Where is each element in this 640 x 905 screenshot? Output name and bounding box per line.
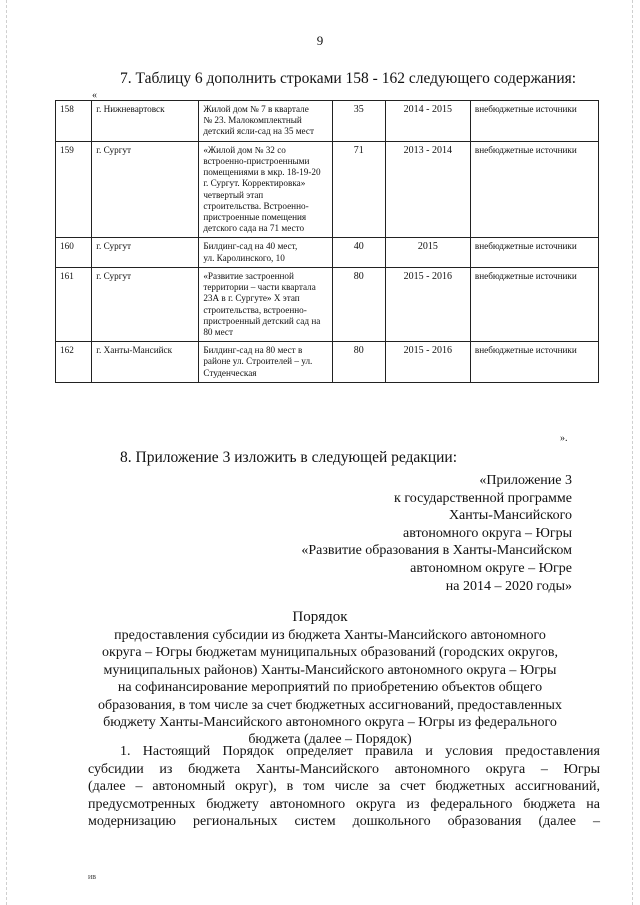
capacity-value: 40 bbox=[353, 241, 364, 253]
years-value: 2013 - 2014 bbox=[403, 144, 453, 156]
row-number: 159 bbox=[56, 141, 92, 238]
table-row bbox=[56, 342, 599, 383]
table-row bbox=[56, 238, 599, 267]
row-number: 158 bbox=[56, 101, 92, 142]
order-title: Порядок bbox=[292, 609, 348, 625]
capacity-value: 35 bbox=[353, 104, 364, 115]
row-number: 160 bbox=[56, 238, 92, 267]
object-line: «Жилой дом № 32 со bbox=[203, 144, 286, 155]
object-cell bbox=[199, 101, 332, 142]
object-line: детский ясли-сад на 35 мест bbox=[203, 126, 314, 137]
object-line: районе ул. Строителей – ул. bbox=[203, 356, 313, 367]
opening-quote-mark: « bbox=[92, 90, 97, 101]
object-line: встроенно-пристроенными bbox=[203, 155, 310, 166]
subtitle-line: образования, в том числе за счет бюджетных ассигнований, предоставленных bbox=[98, 697, 562, 713]
item-8-heading: 8. Приложение 3 изложить в следующей редакции: bbox=[120, 449, 458, 466]
table-row bbox=[56, 267, 599, 341]
funding-source-cell: внебюджетные источники bbox=[470, 342, 598, 383]
table-row bbox=[56, 141, 599, 238]
paragraph-line: (далее – автономный округ), в том числе за счет бюджетных ассигнований, bbox=[88, 779, 600, 794]
funding-source-cell: внебюджетные источники bbox=[470, 267, 598, 341]
paragraph-1 bbox=[88, 743, 600, 831]
left-page-edge bbox=[6, 0, 8, 905]
object-line: четвертый этап bbox=[203, 189, 264, 200]
appendix-line: автономного округа – Югры bbox=[403, 525, 572, 541]
object-line: Билдинг-сад на 80 мест в bbox=[203, 345, 303, 356]
years-value: 2015 bbox=[417, 241, 438, 253]
appendix-line: к государственной программе bbox=[394, 490, 572, 506]
object-line: г. Сургут. Корректировка» bbox=[203, 178, 306, 189]
years-cell bbox=[385, 267, 470, 341]
object-cell bbox=[199, 342, 332, 383]
funding-source-cell: внебюджетные источники bbox=[470, 141, 598, 238]
years-cell bbox=[385, 342, 470, 383]
subtitle-line: предоставления субсидии из бюджета Ханты-Мансийского автономного bbox=[114, 628, 546, 643]
object-line: № 23. Малокомплектный bbox=[203, 115, 302, 126]
capacity-cell bbox=[332, 101, 385, 142]
row-number: 162 bbox=[56, 342, 92, 383]
object-line: строительства, встроенно- bbox=[203, 304, 307, 315]
appendix-line: «Развитие образования в Ханты-Мансийском bbox=[301, 543, 572, 559]
object-line: Жилой дом № 7 в квартале bbox=[203, 104, 309, 114]
subtitle-line: бюджета (далее – Порядок) bbox=[248, 732, 412, 748]
appendix-line: «Приложение 3 bbox=[479, 473, 572, 488]
row-number: 161 bbox=[56, 267, 92, 341]
object-line: пристроенный детский сад на bbox=[203, 315, 321, 326]
paragraph-line: 1. Настоящий Порядок определяет правила и условия предоставления bbox=[120, 744, 600, 759]
capacity-value: 80 bbox=[353, 270, 364, 282]
paragraph-line: субсидии из бюджета Ханты-Мансийского автономного округа – Югры bbox=[88, 761, 600, 777]
years-cell bbox=[385, 141, 470, 238]
appendix-line: Ханты-Мансийского bbox=[448, 508, 572, 524]
right-page-edge bbox=[632, 0, 634, 905]
object-line: 80 мест bbox=[203, 326, 234, 337]
object-cell bbox=[199, 238, 332, 267]
subtitle-line: муниципальных районов) Ханты-Мансийского автономного округа – Югры bbox=[103, 662, 557, 678]
capacity-cell bbox=[332, 238, 385, 267]
paragraph-line: предусмотренных бюджету автономного округа из федерального бюджета на bbox=[88, 796, 600, 812]
appendix-line: на 2014 – 2020 годы» bbox=[445, 578, 572, 594]
object-line: «Развитие застроенной bbox=[203, 270, 294, 281]
object-line: Билдинг-сад на 40 мест, bbox=[203, 241, 298, 252]
capacity-cell bbox=[332, 141, 385, 238]
years-value: 2015 - 2016 bbox=[403, 345, 453, 357]
paragraph-line: модернизацию региональных систем дошкольного образования (далее – bbox=[88, 814, 600, 829]
capacity-cell bbox=[332, 267, 385, 341]
object-line: территории – части квартала bbox=[203, 282, 316, 293]
inserted-rows-table bbox=[55, 100, 599, 383]
funding-source-cell: внебюджетные источники bbox=[470, 101, 598, 142]
years-cell bbox=[385, 238, 470, 267]
subtitle-line: на софинансирование мероприятий по приобретению объектов общего bbox=[117, 680, 543, 696]
capacity-value: 71 bbox=[353, 144, 364, 156]
order-subtitle bbox=[70, 627, 590, 749]
city-cell: г. Ханты-Мансийск bbox=[92, 342, 199, 383]
object-line: ул. Каролинского, 10 bbox=[203, 252, 285, 263]
object-line: помещениями в мкр. 18-19-20 bbox=[203, 167, 321, 178]
capacity-value: 80 bbox=[353, 345, 364, 357]
item-7-heading: 7. Таблицу 6 дополнить строками 158 - 162 следующего содержания: bbox=[120, 70, 577, 87]
object-line: детского сада на 71 место bbox=[203, 223, 305, 234]
appendix-header-block bbox=[252, 472, 572, 595]
appendix-line: автономном округе – Югре bbox=[410, 560, 572, 576]
city-cell: г. Нижневартовск bbox=[92, 101, 199, 142]
subtitle-line: округа – Югры бюджетам муниципальных образований (городских округов, bbox=[102, 645, 558, 661]
object-line: 23А в г. Сургуте» X этап bbox=[203, 293, 300, 304]
object-cell bbox=[199, 267, 332, 341]
object-line: строительства. Встроенно- bbox=[203, 200, 309, 211]
city-cell: г. Сургут bbox=[92, 238, 199, 267]
capacity-cell bbox=[332, 342, 385, 383]
object-line: пристроенные помещения bbox=[203, 211, 307, 222]
city-cell: г. Сургут bbox=[92, 141, 199, 238]
funding-source-cell: внебюджетные источники bbox=[470, 238, 598, 267]
footer-mark: ив bbox=[88, 872, 97, 881]
years-value: 2015 - 2016 bbox=[403, 270, 453, 282]
subtitle-line: бюджету Ханты-Мансийского автономного округа – Югры из федерального bbox=[103, 715, 557, 731]
object-line: Студенческая bbox=[203, 367, 257, 378]
table-row bbox=[56, 101, 599, 142]
years-cell bbox=[385, 101, 470, 142]
years-value: 2014 - 2015 bbox=[403, 104, 453, 115]
object-cell bbox=[199, 141, 332, 238]
closing-quote-mark: ». bbox=[560, 433, 568, 444]
page-number: 9 bbox=[316, 33, 324, 48]
city-cell: г. Сургут bbox=[92, 267, 199, 341]
